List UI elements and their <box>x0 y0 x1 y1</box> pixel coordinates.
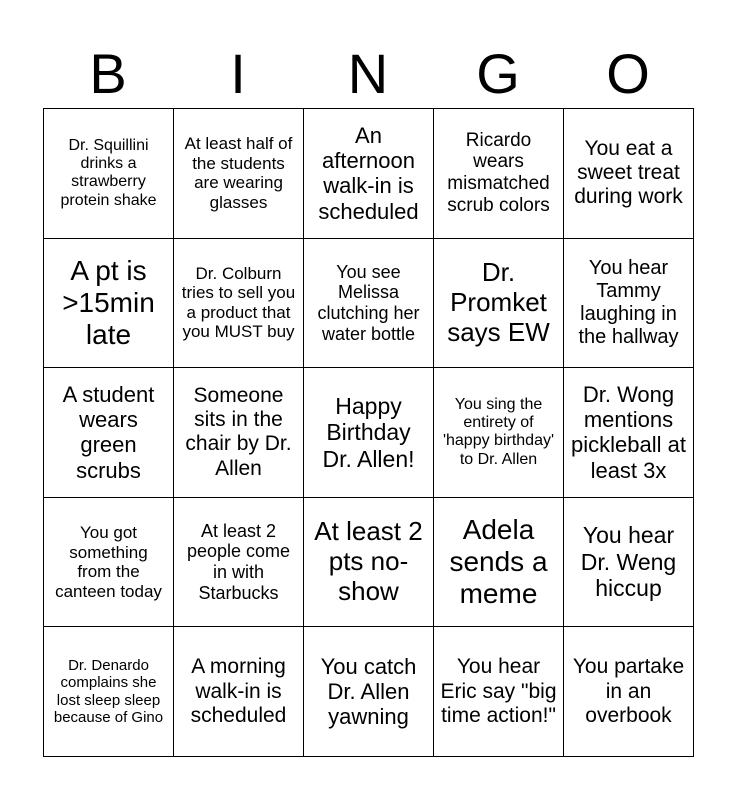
header-letter-b: B <box>89 42 127 105</box>
cell-text: At least 2 people come in with Starbucks <box>186 520 291 603</box>
cell-text: At least 2 pts no-show <box>314 516 423 607</box>
bingo-cell[interactable] <box>44 627 174 757</box>
bingo-cell[interactable] <box>304 109 434 239</box>
bingo-cell[interactable] <box>564 627 694 757</box>
cell-text: Adela sends a meme <box>449 513 548 610</box>
cell-text: Dr. Wong mentions pickleball at least 3x <box>571 381 686 483</box>
bingo-cell[interactable] <box>434 109 564 239</box>
bingo-cell[interactable] <box>304 368 434 498</box>
cell-text: Dr. Promket says EW <box>447 257 550 347</box>
cell-text: Dr. Colburn tries to sell you a product that you MUST buy <box>181 263 296 342</box>
cell-text: Ricardo wears mismatched scrub colors <box>447 129 550 217</box>
bingo-cell[interactable] <box>174 239 304 369</box>
bingo-cell[interactable] <box>564 109 694 239</box>
bingo-cell[interactable] <box>434 239 564 369</box>
bingo-cell[interactable] <box>174 368 304 498</box>
cell-text: Dr. Denardo complains she lost sleep sleep because of Gino <box>53 657 164 726</box>
bingo-cell[interactable] <box>44 239 174 369</box>
bingo-cell[interactable] <box>174 498 304 628</box>
cell-text: You got something from the canteen today <box>55 523 162 601</box>
header-letter-i: I <box>230 42 246 105</box>
cell-text: Dr. Squillini drinks a strawberry protein shake <box>60 136 157 209</box>
bingo-cell[interactable] <box>304 498 434 628</box>
bingo-cell[interactable] <box>304 627 434 757</box>
bingo-cell[interactable] <box>44 498 174 628</box>
bingo-cell[interactable] <box>564 498 694 628</box>
cell-text: You see Melissa clutching her water bottle <box>317 261 420 344</box>
bingo-cell[interactable] <box>174 627 304 757</box>
cell-text: Happy Birthday Dr. Allen! <box>322 392 415 472</box>
cell-text: A pt is >15min late <box>62 254 155 350</box>
bingo-cell[interactable] <box>434 368 564 498</box>
cell-text: You catch Dr. Allen yawning <box>320 653 417 730</box>
cell-text: A morning walk-in is scheduled <box>190 655 287 727</box>
bingo-board <box>43 108 694 757</box>
bingo-cell[interactable] <box>434 498 564 628</box>
cell-text: Someone sits in the chair by Dr. Allen <box>185 384 292 480</box>
bingo-cell[interactable] <box>44 109 174 239</box>
cell-text: You hear Dr. Weng hiccup <box>580 522 677 602</box>
cell-text: You hear Tammy laughing in the hallway <box>578 256 679 348</box>
cell-text: You partake in an overbook <box>572 655 685 727</box>
cell-text: A student wears green scrubs <box>62 381 155 483</box>
header-letter-n: N <box>347 42 389 105</box>
cell-text: You eat a sweet treat during work <box>574 137 683 209</box>
cell-text: An afternoon walk-in is scheduled <box>318 122 419 224</box>
cell-text: At least half of the students are wearing glasses <box>184 134 293 212</box>
cell-text: You sing the entirety of 'happy birthday' to Dr. Allen <box>442 395 555 468</box>
header-letter-g: G <box>476 42 520 105</box>
bingo-cell[interactable] <box>564 368 694 498</box>
bingo-header <box>43 40 693 108</box>
bingo-cell[interactable] <box>174 109 304 239</box>
bingo-cell[interactable] <box>44 368 174 498</box>
bingo-cell[interactable] <box>434 627 564 757</box>
cell-text: You hear Eric say "big time action!" <box>440 655 557 727</box>
bingo-cell[interactable] <box>304 239 434 369</box>
bingo-cell[interactable] <box>564 239 694 369</box>
header-letter-o: O <box>606 42 650 105</box>
